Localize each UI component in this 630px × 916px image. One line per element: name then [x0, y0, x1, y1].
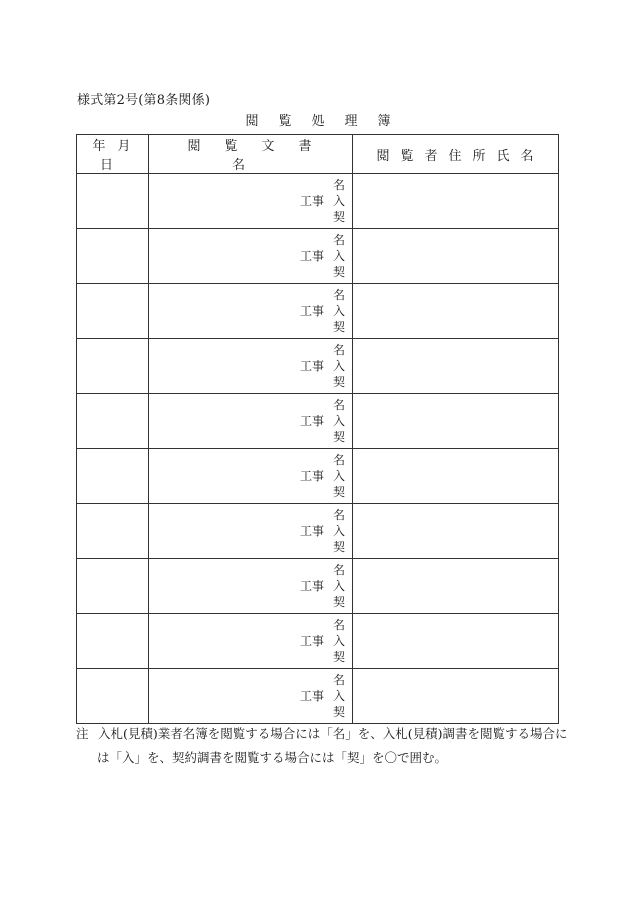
table-row [77, 614, 559, 669]
table-row [77, 174, 559, 229]
form-number: 様式第2号(第8条関係) [77, 93, 211, 108]
document-type-mark: 入 [332, 249, 345, 263]
document-type-mark: 入 [332, 414, 345, 428]
viewer-cell [353, 504, 559, 559]
document-cell [149, 394, 353, 449]
construction-label: 工事 [299, 249, 324, 263]
document-type-mark: 名 [332, 343, 345, 357]
viewing-ledger-table [76, 134, 559, 724]
document-type-marks [332, 287, 346, 335]
document-type-marks [332, 507, 346, 555]
document-cell [149, 559, 353, 614]
date-cell [77, 339, 149, 394]
date-cell [77, 229, 149, 284]
document-type-mark: 名 [332, 178, 345, 192]
document-type-mark: 契 [332, 320, 345, 334]
document-type-mark: 契 [332, 375, 345, 389]
document-type-mark: 契 [332, 595, 345, 609]
table-row [77, 669, 559, 724]
column-header-date: 年月日 [77, 135, 149, 174]
date-cell [77, 559, 149, 614]
document-type-mark: 入 [332, 579, 345, 593]
document-type-mark: 名 [332, 288, 345, 302]
document-type-mark: 名 [332, 563, 345, 577]
table-row [77, 284, 559, 339]
document-type-marks [332, 397, 346, 445]
document-type-mark: 契 [332, 210, 345, 224]
viewer-cell [353, 339, 559, 394]
viewer-cell [353, 284, 559, 339]
construction-label: 工事 [299, 469, 324, 483]
viewer-cell [353, 449, 559, 504]
date-cell [77, 669, 149, 724]
document-type-marks [332, 232, 346, 280]
column-header-document: 閲覧文書名 [149, 135, 353, 174]
construction-label: 工事 [299, 194, 324, 208]
table-row [77, 559, 559, 614]
document-cell [149, 229, 353, 284]
document-type-mark: 契 [332, 650, 345, 664]
document-cell [149, 449, 353, 504]
document-type-mark: 名 [332, 453, 345, 467]
document-type-marks [332, 617, 346, 665]
construction-label: 工事 [299, 579, 324, 593]
viewer-cell [353, 669, 559, 724]
document-type-marks [332, 177, 346, 225]
table-row [77, 449, 559, 504]
footnote [76, 722, 566, 770]
footnote-label: 注 [76, 726, 89, 741]
document-type-mark: 名 [332, 508, 345, 522]
document-type-marks [332, 672, 346, 720]
document-cell [149, 669, 353, 724]
construction-label: 工事 [299, 689, 324, 703]
document-type-mark: 契 [332, 705, 345, 719]
date-cell [77, 449, 149, 504]
document-cell [149, 504, 353, 559]
document-type-mark: 名 [332, 233, 345, 247]
viewer-cell [353, 174, 559, 229]
table-row [77, 229, 559, 284]
construction-label: 工事 [299, 359, 324, 373]
date-cell [77, 614, 149, 669]
date-cell [77, 284, 149, 339]
document-type-mark: 入 [332, 304, 345, 318]
document-type-mark: 入 [332, 689, 345, 703]
date-cell [77, 174, 149, 229]
column-header-viewer: 閲覧者住所氏名 [353, 135, 559, 174]
document-type-mark: 契 [332, 485, 345, 499]
footnote-line-1 [76, 722, 566, 746]
document-type-marks [332, 452, 346, 500]
table-header-row [77, 135, 559, 174]
date-cell [77, 394, 149, 449]
footnote-text-1: 入札(見積)業者名簿を閲覧する場合には「名」を、入札(見積)調書を閲覧する場合に [98, 726, 568, 741]
document-type-mark: 契 [332, 430, 345, 444]
document-type-mark: 名 [332, 673, 345, 687]
construction-label: 工事 [299, 524, 324, 538]
date-cell [77, 504, 149, 559]
viewer-cell [353, 229, 559, 284]
document-type-mark: 名 [332, 398, 345, 412]
document-cell [149, 339, 353, 394]
document-type-mark: 入 [332, 469, 345, 483]
document-type-mark: 入 [332, 524, 345, 538]
viewer-cell [353, 559, 559, 614]
page-title: 閲覧処理簿 [245, 114, 411, 129]
table-row [77, 394, 559, 449]
table-row [77, 504, 559, 559]
construction-label: 工事 [299, 414, 324, 428]
document-type-mark: 入 [332, 359, 345, 373]
document-type-mark: 名 [332, 618, 345, 632]
document-type-mark: 入 [332, 634, 345, 648]
construction-label: 工事 [299, 634, 324, 648]
document-type-mark: 契 [332, 540, 345, 554]
document-type-marks [332, 562, 346, 610]
document-type-marks [332, 342, 346, 390]
table-body [77, 174, 559, 724]
document-cell [149, 614, 353, 669]
footnote-line-2: は「入」を、契約調書を閲覧する場合には「契」を〇で囲む。 [97, 750, 448, 765]
document-cell [149, 284, 353, 339]
document-type-mark: 入 [332, 194, 345, 208]
construction-label: 工事 [299, 304, 324, 318]
viewer-cell [353, 614, 559, 669]
viewer-cell [353, 394, 559, 449]
document-type-mark: 契 [332, 265, 345, 279]
table-row [77, 339, 559, 394]
document-cell [149, 174, 353, 229]
